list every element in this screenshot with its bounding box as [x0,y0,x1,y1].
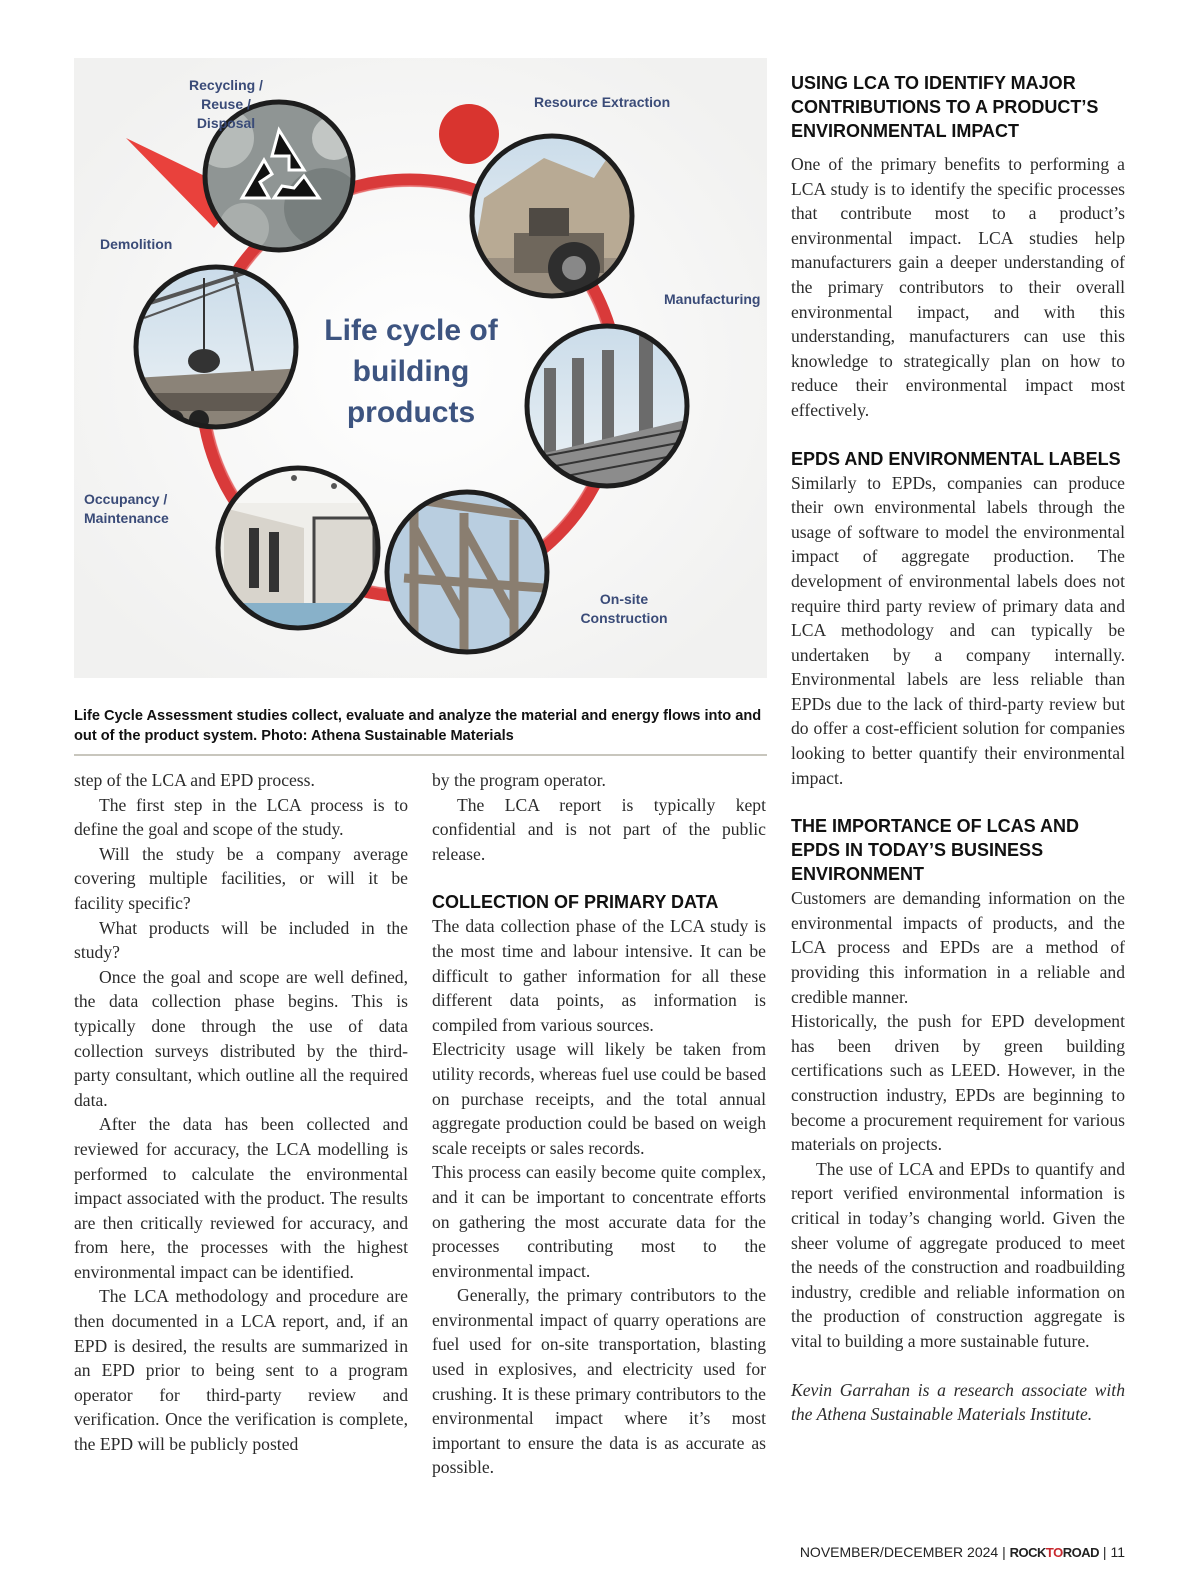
page-footer [800,1544,1125,1560]
logo-part: ROAD [1062,1545,1100,1560]
page-number: 11 [1110,1544,1125,1560]
section-heading: COLLECTION OF PRIMARY DATA [432,892,719,913]
label-construction: On-site Construction [580,591,668,626]
paragraph: The data collection phase of the LCA study is the most time and labour intensive. It can be difficult to gather information for all these different data points, as information is compiled from various sources. [432,916,766,1035]
label-manufacturing: Manufacturing [664,291,761,307]
logo-part: ROCK [1009,1545,1046,1560]
paragraph: Will the study be a company average covering multiple facilities, or will it be facility specific? [74,843,408,913]
figure-title: Life cycle of building products [324,314,498,429]
paragraph: What products will be included in the study? [74,917,408,963]
section-heading: THE IMPORTANCE OF LCAS AND EPDS IN TODAY’S BUSINESS ENVIRONMENT [791,816,1079,885]
paragraph: step of the LCA and EPD process. [74,770,315,790]
magazine-logo [1010,1545,1099,1560]
life-cycle-figure [74,58,767,678]
label-recycling: Recycling / Reuse / Disposal [189,77,263,131]
start-dot [439,104,499,164]
paragraph: After the data has been collected and reviewed for accuracy, the LCA modelling is performed to calculate the environmental impact associated with the product. The results are then critically reviewed for accuracy, and from here, the processes with the highest environmental impact can be identified. [74,1114,408,1282]
section-heading: USING LCA TO IDENTIFY MAJOR CONTRIBUTIONS TO A PRODUCT’S ENVIRONMENTAL IMPACT [791,73,1099,141]
column-2 [432,768,766,1480]
paragraph: The LCA report is typically kept confidential and is not part of the public release. [432,794,766,864]
footer-separator: | [1102,1544,1107,1560]
section-heading: EPDS AND ENVIRONMENTAL LABELS [791,448,1121,469]
paragraph: Historically, the push for EPD development has been driven by green building certifications such as LEED. However, in the construction industry, EPDs are beginning to become a procurement requirement for various materials on projects. [791,1011,1125,1155]
paragraph: The LCA methodology and procedure are then documented in a LCA report, and, if an EPD is desired, the results are summarized in an EPD prior to being sent to a program operator for third-party review and verification. Once the verification is complete, the EPD will be publicly posted [74,1286,408,1455]
caption-divider [74,754,767,756]
paragraph: Similarly to EPDs, companies can produce their own environmental labels through the usage of software to model the environmental impact of aggregate production. The development of environmental labels does not require third party review of primary data and LCA methodology and can typically be undertaken by a company internally. Environmental labels are less reliable than EPDs due to the lack of third-party review but do offer a cost-efficient solution for companies looking to better quantify their environmental impact. [791,472,1125,788]
paragraph: Electricity usage will likely be taken from utility records, whereas fuel use could be based on purchase receipts, and the total annual aggregate production could be based on weigh scale receipts or sales records. [432,1039,766,1158]
paragraph: The first step in the LCA process is to define the goal and scope of the study. [74,794,408,840]
logo-part: TO [1045,1545,1063,1560]
label-resource-extraction: Resource Extraction [534,94,671,110]
paragraph: The use of LCA and EPDs to quantify and report verified environmental information is critical in today’s changing world. Given the sheer volume of aggregate produced to meet the needs of the construction and roadbuilding industry, credible and reliable information on the production of construction aggregate is vital to building a more sustainable future. [791,1158,1125,1351]
column-1 [74,768,408,1457]
paragraph: Generally, the primary contributors to the environmental impact of quarry operations are fuel used for on-site transportation, blasting used in explosives, and electricity used for crushing. It is these primary contributors to the environmental impact where it’s most important to ensure the data is as accurate as possible. [432,1285,766,1478]
column-3 [791,71,1125,1427]
paragraph: by the program operator. [432,770,606,790]
issue-date: NOVEMBER/DECEMBER 2024 [799,1544,999,1560]
figure-caption: Life Cycle Assessment studies collect, evaluate and analyze the material and energy flows into and out of the product system. Photo: Athena Sustainable Materials [74,708,762,744]
paragraph: Customers are demanding information on the environmental impacts of products, and the LCA process and EPDs are a method of providing this information in a reliable and credible manner. [791,888,1125,1007]
author-byline: Kevin Garrahan is a research associate with the Athena Sustainable Materials Institute. [791,1379,1125,1425]
paragraph: This process can easily become quite complex, and it can be important to concentrate efforts on gathering the most accurate data for the processes contributing most to the environmental impact. [432,1162,766,1281]
footer-separator: | [1002,1544,1006,1560]
paragraph: One of the primary benefits to performing a LCA study is to identify the specific processes that contribute most to a product’s environmental impact. LCA studies help manufacturers gain a deeper understanding of the primary contributors to their overall environmental impact, and with this understanding, manufacturers can use this knowledge to strategically plan on how to reduce their environmental impact most effectively. [791,154,1125,420]
paragraph: Once the goal and scope are well defined, the data collection phase begins. This is typically done through the use of data collection surveys distributed by the third-party consultant, which outline all the required data. [74,966,408,1110]
label-demolition: Demolition [100,236,173,252]
label-occupancy: Occupancy / Maintenance [84,491,169,526]
